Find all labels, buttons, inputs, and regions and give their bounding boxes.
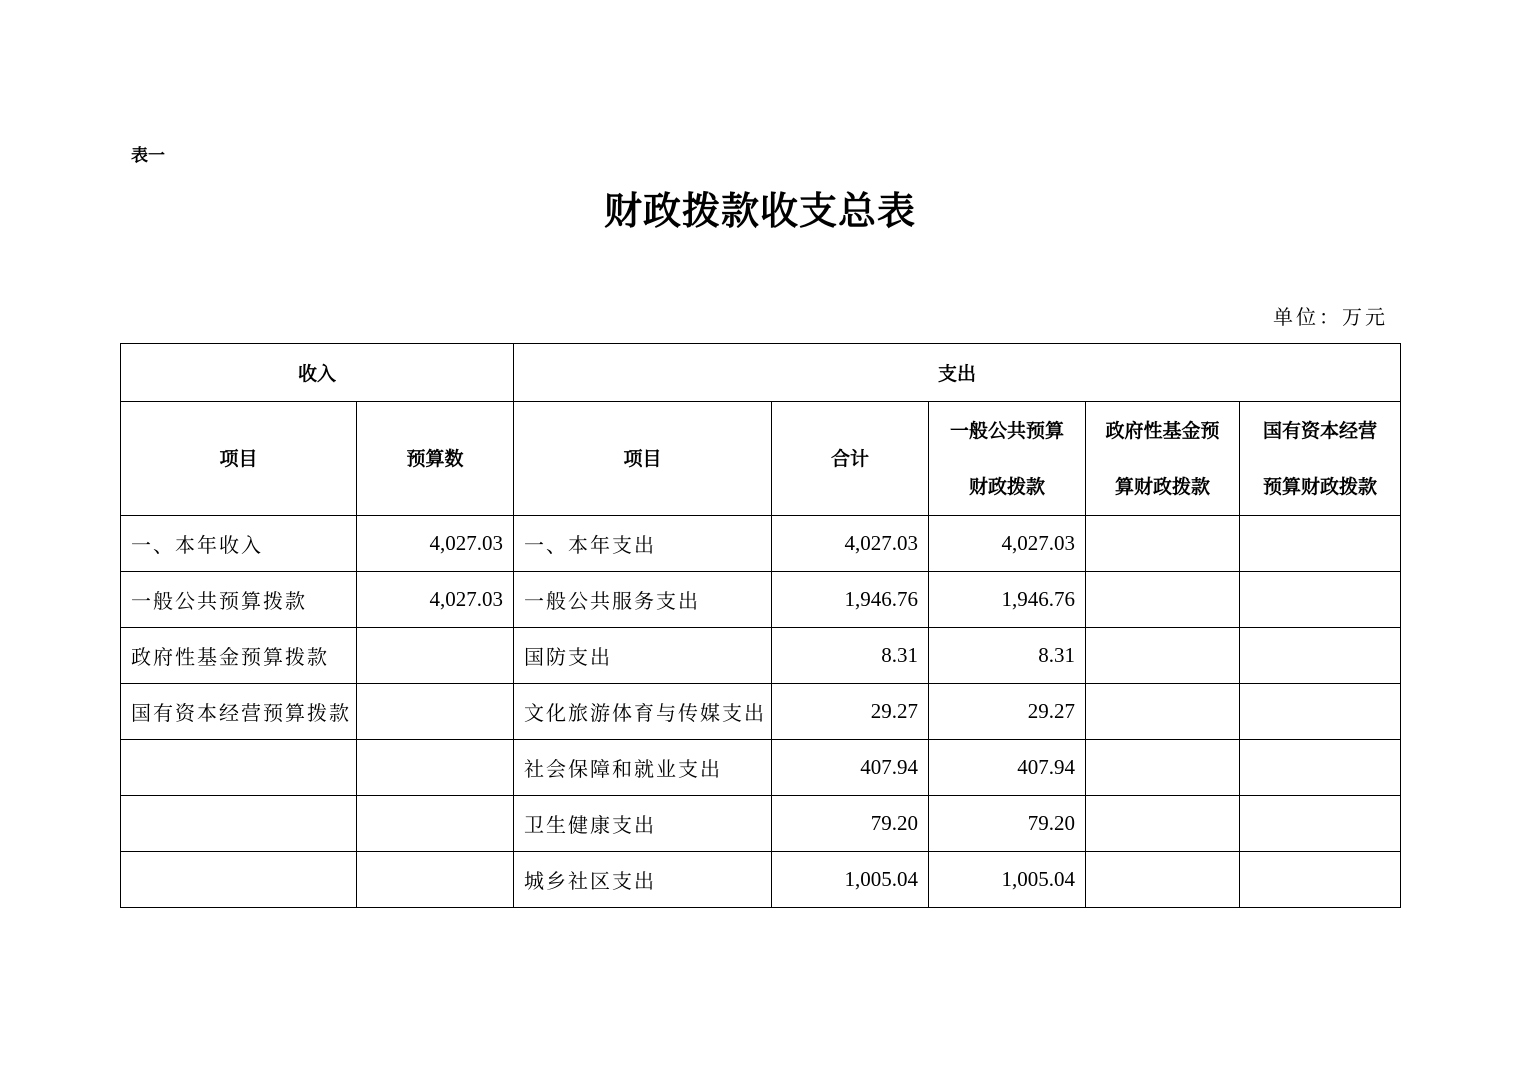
gov-fund-cell	[1086, 740, 1240, 796]
table-row	[121, 796, 1401, 852]
general-public-cell: 4,027.03	[929, 516, 1086, 572]
income-budget-cell	[357, 684, 514, 740]
expense-item-header: 项目	[514, 402, 772, 516]
state-capital-cell	[1240, 572, 1401, 628]
general-public-header-line2: 财政拨款	[969, 475, 1046, 498]
income-header: 收入	[121, 344, 514, 402]
expense-item-cell: 一、本年支出	[514, 516, 772, 572]
expense-header: 支出	[514, 344, 1401, 402]
gov-fund-cell	[1086, 516, 1240, 572]
state-capital-header-line1: 国有资本经营	[1263, 419, 1378, 442]
general-public-cell: 79.20	[929, 796, 1086, 852]
expense-item-cell: 一般公共服务支出	[514, 572, 772, 628]
general-public-header-line1: 一般公共预算	[950, 419, 1065, 442]
table-body	[121, 344, 1401, 908]
income-item-cell	[121, 852, 357, 908]
income-item-cell: 一般公共预算拨款	[121, 572, 357, 628]
gov-fund-header	[1086, 402, 1240, 516]
table-row	[121, 628, 1401, 684]
state-capital-header	[1240, 402, 1401, 516]
gov-fund-cell	[1086, 796, 1240, 852]
table-row	[121, 572, 1401, 628]
budget-table	[120, 343, 1401, 908]
general-public-cell: 29.27	[929, 684, 1086, 740]
table-row	[121, 516, 1401, 572]
table-row	[121, 684, 1401, 740]
expense-item-cell: 社会保障和就业支出	[514, 740, 772, 796]
expense-item-cell: 文化旅游体育与传媒支出	[514, 684, 772, 740]
gov-fund-cell	[1086, 572, 1240, 628]
income-budget-cell	[357, 852, 514, 908]
expense-item-cell: 城乡社区支出	[514, 852, 772, 908]
total-cell: 29.27	[772, 684, 929, 740]
income-item-cell: 政府性基金预算拨款	[121, 628, 357, 684]
gov-fund-header-line1: 政府性基金预	[1105, 419, 1220, 442]
income-item-cell: 一、本年收入	[121, 516, 357, 572]
state-capital-cell	[1240, 516, 1401, 572]
income-budget-cell	[357, 796, 514, 852]
total-cell: 8.31	[772, 628, 929, 684]
state-capital-cell	[1240, 796, 1401, 852]
gov-fund-cell	[1086, 684, 1240, 740]
income-item-cell	[121, 796, 357, 852]
general-public-cell: 1,005.04	[929, 852, 1086, 908]
total-cell: 1,946.76	[772, 572, 929, 628]
state-capital-header-line2: 预算财政拨款	[1263, 475, 1378, 498]
gov-fund-cell	[1086, 852, 1240, 908]
gov-fund-header-line2: 算财政拨款	[1115, 475, 1211, 498]
general-public-cell: 407.94	[929, 740, 1086, 796]
total-cell: 4,027.03	[772, 516, 929, 572]
page-title: 财政拨款收支总表	[603, 188, 916, 233]
unit-label: 单位：万元	[1273, 305, 1388, 329]
income-item-header: 项目	[121, 402, 357, 516]
gov-fund-cell	[1086, 628, 1240, 684]
total-cell: 407.94	[772, 740, 929, 796]
income-budget-cell: 4,027.03	[357, 572, 514, 628]
state-capital-cell	[1240, 740, 1401, 796]
general-public-cell: 8.31	[929, 628, 1086, 684]
state-capital-cell	[1240, 852, 1401, 908]
header-row-sub	[121, 402, 1401, 516]
income-budget-cell	[357, 740, 514, 796]
expense-item-cell: 国防支出	[514, 628, 772, 684]
table-row	[121, 740, 1401, 796]
income-budget-header: 预算数	[357, 402, 514, 516]
state-capital-cell	[1240, 684, 1401, 740]
income-item-cell: 国有资本经营预算拨款	[121, 684, 357, 740]
total-cell: 1,005.04	[772, 852, 929, 908]
income-budget-cell: 4,027.03	[357, 516, 514, 572]
expense-item-cell: 卫生健康支出	[514, 796, 772, 852]
table-label: 表一	[131, 146, 165, 166]
general-public-cell: 1,946.76	[929, 572, 1086, 628]
state-capital-cell	[1240, 628, 1401, 684]
income-item-cell	[121, 740, 357, 796]
table-row	[121, 852, 1401, 908]
total-header: 合计	[772, 402, 929, 516]
total-cell: 79.20	[772, 796, 929, 852]
header-row-top	[121, 344, 1401, 402]
general-public-header	[929, 402, 1086, 516]
income-budget-cell	[357, 628, 514, 684]
